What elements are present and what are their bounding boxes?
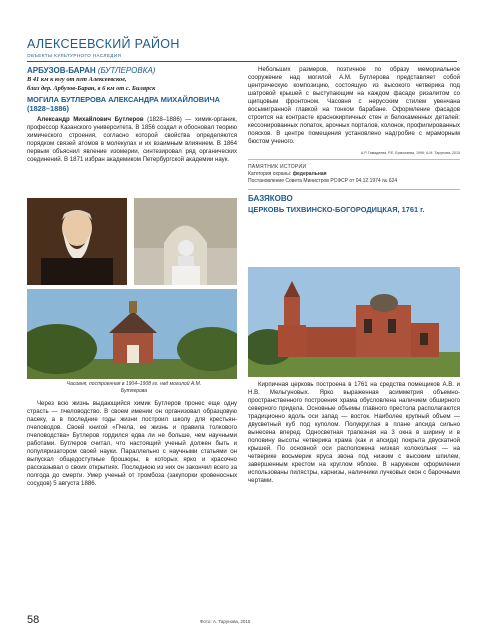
header-divider (27, 61, 457, 62)
monument-info (248, 164, 460, 185)
right-body-paragraph: Кирпичная церковь построена в 1761 на средства помещиков А.В. и Н.В. Мельгуновых. Ярко выраженная асимметрия объемно-пространственного построения храма обусловлена наличием обширного северного придела. Основные объемы главного престола располагаются традиционно вдоль оси запад — восток. Наиболее крупный объем — двусветный куб под куполом. Полукруглая в плане апсида сильно вынесена вперед. Односветная трапезная на 3 окна в ширину и в половину высоты четверика храма (как и апсида) покрыта двускатной крышей. По основной оси расположена низкая колокольня — на четверике восьмерик яруса звона под низким с высоким шпилем, завершенным крестом на круглом яблоке. В наружном оформлении использованы пилястры, карнизы, наличники лучковых окон с барочными чертами. (248, 381, 460, 484)
section-divider (248, 159, 460, 160)
section-name (27, 66, 237, 75)
chapter-subtitle: ОБЪЕКТЫ КУЛЬТУРНОГО НАСЛЕДИЯ (27, 53, 122, 58)
left-body-text (27, 400, 237, 488)
biography-paragraph (27, 116, 237, 164)
location-line-2: близ дер. Арбузов-Баран, в 6 км от с. Билярск (27, 85, 156, 92)
section-name-main: АРБУЗОВ-БАРАН (27, 66, 96, 75)
portrait-photo (27, 198, 127, 285)
description-credit: А.Р. Гимадеева, Р.Е. Ермолаева, 1996; А.М. Тарунова, 2015 (360, 151, 460, 155)
chapel-photo (27, 289, 237, 379)
chapter-title: АЛЕКСЕЕВСКИЙ РАЙОН (27, 37, 180, 51)
church-photo (248, 267, 460, 377)
chapel-description: Небольших размеров, поэтичное по образу мемориальное сооружение над могилой А.М. Бутлерова представляет собой центрическую композицию, состоящую из высокого четверика под шатровой крышей с выступающим на каждом фасаде ризалитом со щипцовым фронтоном. Часовня с нерусским стилем увенчана восьмигранной главкой на тонком барабане. Оформление фасадов строится на контрасте краснокирпичных стен и белокаменных деталей: кессонированных лопаток, арочных порталов, колонок, профилированных поясков. В центре помещения установлено надгробие с мраморным бюстом ученого. (248, 66, 460, 145)
monument-category-label: Категория охраны: (248, 171, 293, 177)
left-column (27, 66, 237, 164)
page-number: 58 (27, 614, 40, 626)
photo-credit: Фото: А. Тарунова, 2015 (200, 619, 251, 624)
monument-category-value: федеральная (292, 171, 327, 177)
section2-name: БАЗЯКОВО (248, 194, 293, 203)
section-name-alt: (БУТЛЕРОВКА) (97, 66, 156, 75)
monument-category (248, 171, 460, 178)
location-line-1: В 41 км к югу от пгт Алексеевское, (27, 76, 127, 83)
monument-decree: Постановление Совета Министров РСФСР от 04.12.1974 № 624 (248, 178, 398, 184)
chapel-photo-caption: Часовня, построенная в 1904–1908 гг. над могилой А.М. Бутлерова (66, 381, 202, 394)
monument-heading: ПАМЯТНИК ИСТОРИИ (248, 164, 307, 170)
object-title: МОГИЛА БУТЛЕРОВА АЛЕКСАНДРА МИХАЙЛОВИЧА (1828–1886) (27, 95, 220, 113)
memorial-bust-photo (134, 198, 237, 285)
right-column (248, 66, 460, 214)
left-body-paragraph: Через всю жизнь выдающийся химик Бутлеров пронес еще одну страсть — пчеловодство. В своем имении он организовал образцовую пасеку, а в последние годы жизни построил школу для крестьян-пчеловодов. Своей книгой «Пчела, ее жизнь и правила толкового пчеловодства» Бутлеров гордился едва ли не больше, чем научными работами. Бутлеров считал, что настоящий ученый должен быть и популяризатором своей науки. Параллельно с научными статьями он выпускал общедоступные брошюры, в которых ярко и красочно рассказывал о своих открытиях. Последнюю из них он закончил всего за полгода до смерти. Умер ученый от тромбоза (закупорки кровеносных сосудов) 5 августа 1886. (27, 400, 237, 487)
right-body-text (248, 381, 460, 485)
bio-name: Александр Михайлович Бутлеров (37, 116, 144, 123)
bio-text: (1828–1886) — химик-органик, профессор Казанского университета. В 1856 создал и обосновал теорию химического строения, согласно которой свойства определяются порядком связей атомов в молекулах и их взаимным влиянием. В 1864 первым объяснил явление изомерии, синтезировал ряд органических соединений. В 1871 избран академиком Петербургской академии наук. (27, 116, 237, 163)
object2-title: ЦЕРКОВЬ ТИХВИНСКО-БОГОРОДИЦКАЯ, 1761 г. (248, 205, 425, 214)
section-divider-2 (248, 189, 460, 190)
